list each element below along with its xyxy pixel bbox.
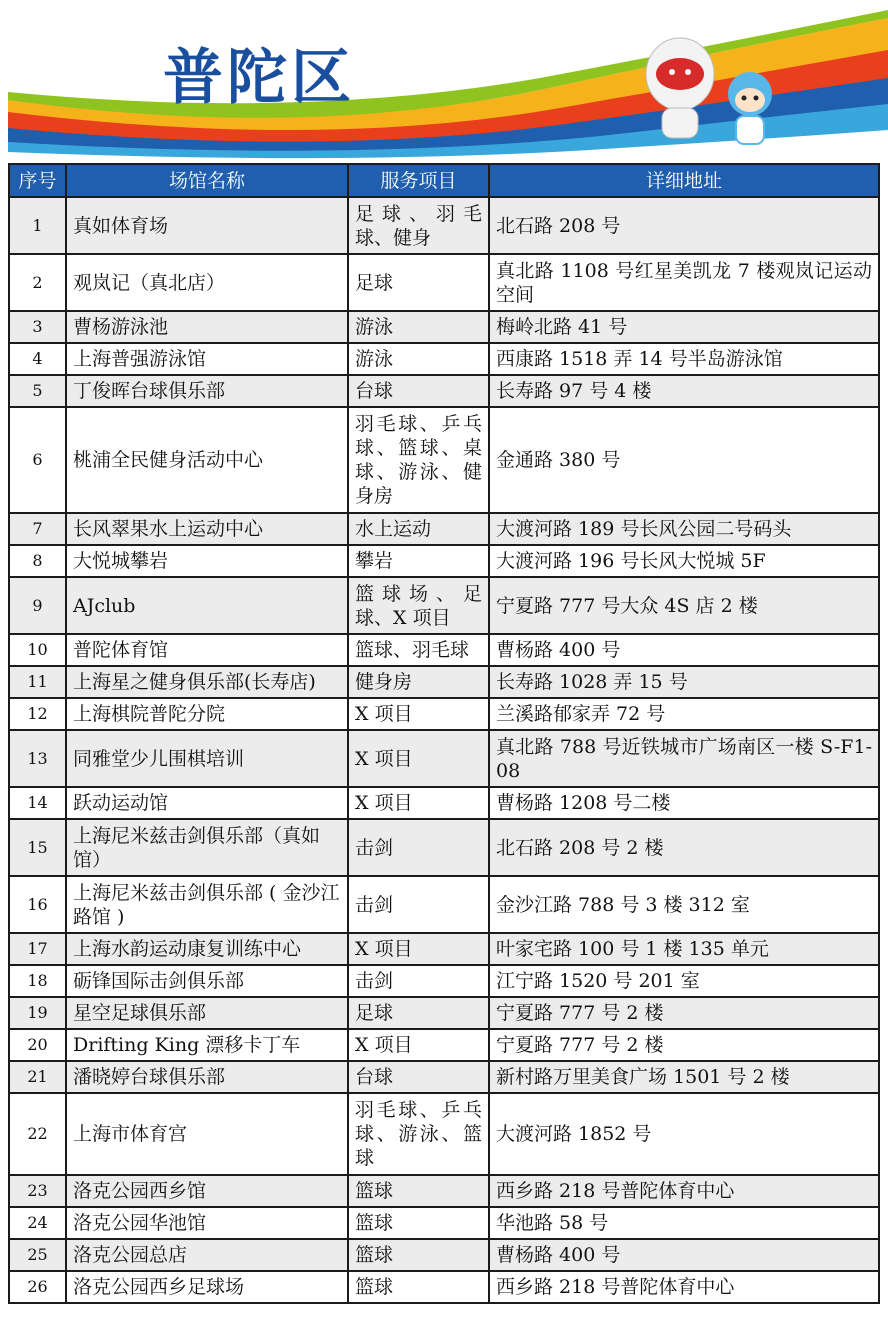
venue-name: 上海普强游泳馆 [66,343,348,375]
service-items: 篮球 [348,1271,489,1303]
row-number: 3 [9,311,66,343]
venue-address: 宁夏路 777 号 2 楼 [489,1029,879,1061]
service-items: 台球 [348,1061,489,1093]
venue-name: 洛克公园总店 [66,1239,348,1271]
row-number: 26 [9,1271,66,1303]
row-number: 10 [9,634,66,666]
venue-name: 上海尼米兹击剑俱乐部（真如馆） [66,819,348,876]
table-row [9,965,879,997]
table-row [9,1207,879,1239]
row-number: 4 [9,343,66,375]
service-items: 足球 [348,254,489,311]
row-number: 7 [9,513,66,545]
row-number: 2 [9,254,66,311]
page-title: 普陀区 [163,43,355,113]
row-number: 12 [9,698,66,730]
venue-address: 大渡河路 189 号长风公园二号码头 [489,513,879,545]
row-number: 25 [9,1239,66,1271]
table-row [9,634,879,666]
column-header-service: 服务项目 [348,164,489,197]
service-items: X 项目 [348,933,489,965]
venue-address: 长寿路 97 号 4 楼 [489,375,879,407]
table-row [9,1175,879,1207]
venue-name: 洛克公园西乡馆 [66,1175,348,1207]
venue-address: 曹杨路 1208 号二楼 [489,787,879,819]
row-number: 5 [9,375,66,407]
table-row [9,577,879,634]
table-row [9,730,879,787]
venue-name: 上海市体育宫 [66,1093,348,1175]
venue-address: 曹杨路 400 号 [489,1239,879,1271]
venue-name: 潘晓婷台球俱乐部 [66,1061,348,1093]
venue-name: 上海棋院普陀分院 [66,698,348,730]
venue-address: 西康路 1518 弄 14 号半岛游泳馆 [489,343,879,375]
row-number: 21 [9,1061,66,1093]
service-items: 篮球、羽毛球 [348,634,489,666]
service-items: 击剑 [348,819,489,876]
venue-name: 同雅堂少儿围棋培训 [66,730,348,787]
row-number: 16 [9,876,66,933]
row-number: 20 [9,1029,66,1061]
service-items: 篮球 [348,1207,489,1239]
row-number: 9 [9,577,66,634]
venue-address: 西乡路 218 号普陀体育中心 [489,1271,879,1303]
venue-address: 大渡河路 196 号长风大悦城 5F [489,545,879,577]
service-items: 击剑 [348,965,489,997]
venue-address: 宁夏路 777 号 2 楼 [489,997,879,1029]
column-header-number: 序号 [9,164,66,197]
venue-name: AJclub [66,577,348,634]
service-items: 游泳 [348,343,489,375]
venue-name: 真如体育场 [66,197,348,254]
row-number: 14 [9,787,66,819]
venue-name: 上海水韵运动康复训练中心 [66,933,348,965]
venue-name: 观岚记（真北店） [66,254,348,311]
column-header-venue: 场馆名称 [66,164,348,197]
service-items: 游泳 [348,311,489,343]
venue-address: 北石路 208 号 2 楼 [489,819,879,876]
table-row [9,933,879,965]
service-items: X 项目 [348,730,489,787]
table-row [9,1093,879,1175]
venue-name: 普陀体育馆 [66,634,348,666]
table-row [9,375,879,407]
table-row [9,343,879,375]
row-number: 6 [9,407,66,513]
service-items: 水上运动 [348,513,489,545]
venue-name: 星空足球俱乐部 [66,997,348,1029]
table-row [9,311,879,343]
table-row [9,1029,879,1061]
service-items: 足球 [348,997,489,1029]
venue-address: 大渡河路 1852 号 [489,1093,879,1175]
row-number: 18 [9,965,66,997]
venue-address: 长寿路 1028 弄 15 号 [489,666,879,698]
table-row [9,666,879,698]
row-number: 19 [9,997,66,1029]
header-banner [0,0,888,162]
venue-address: 真北路 1108 号红星美凯龙 7 楼观岚记运动空间 [489,254,879,311]
service-items: 攀岩 [348,545,489,577]
venue-name: 上海尼米兹击剑俱乐部 ( 金沙江路馆 ) [66,876,348,933]
venue-table [8,163,880,1304]
row-number: 8 [9,545,66,577]
row-number: 13 [9,730,66,787]
venue-name: 长风翠果水上运动中心 [66,513,348,545]
service-items: 羽毛球、乒乓球、游泳、篮球 [348,1093,489,1175]
row-number: 15 [9,819,66,876]
venue-name: Drifting King 漂移卡丁车 [66,1029,348,1061]
venue-name: 丁俊晖台球俱乐部 [66,375,348,407]
venue-address: 西乡路 218 号普陀体育中心 [489,1175,879,1207]
venue-address: 北石路 208 号 [489,197,879,254]
venue-address: 江宁路 1520 号 201 室 [489,965,879,997]
table-row [9,698,879,730]
venue-address: 梅岭北路 41 号 [489,311,879,343]
service-items: 篮球 [348,1239,489,1271]
venue-name: 大悦城攀岩 [66,545,348,577]
row-number: 24 [9,1207,66,1239]
venue-address: 兰溪路郁家弄 72 号 [489,698,879,730]
table-row [9,545,879,577]
service-items: 击剑 [348,876,489,933]
venue-address: 真北路 788 号近铁城市广场南区一楼 S-F1-08 [489,730,879,787]
venue-address: 叶家宅路 100 号 1 楼 135 单元 [489,933,879,965]
venue-address: 宁夏路 777 号大众 4S 店 2 楼 [489,577,879,634]
venue-name: 上海星之健身俱乐部(长寿店) [66,666,348,698]
table-row [9,513,879,545]
venue-name: 曹杨游泳池 [66,311,348,343]
venue-address: 新村路万里美食广场 1501 号 2 楼 [489,1061,879,1093]
venue-name: 桃浦全民健身活动中心 [66,407,348,513]
venue-name: 砺锋国际击剑俱乐部 [66,965,348,997]
table-header-row [9,164,879,197]
row-number: 11 [9,666,66,698]
venue-name: 洛克公园华池馆 [66,1207,348,1239]
row-number: 17 [9,933,66,965]
row-number: 23 [9,1175,66,1207]
venue-address: 曹杨路 400 号 [489,634,879,666]
venue-address: 金通路 380 号 [489,407,879,513]
venue-address: 华池路 58 号 [489,1207,879,1239]
service-items: 台球 [348,375,489,407]
table-row [9,197,879,254]
service-items: X 项目 [348,1029,489,1061]
mascot-illustration [628,12,828,162]
service-items: 羽毛球、乒乓球、篮球、桌球、游泳、健身房 [348,407,489,513]
venue-address: 金沙江路 788 号 3 楼 312 室 [489,876,879,933]
venue-name: 洛克公园西乡足球场 [66,1271,348,1303]
service-items: X 项目 [348,698,489,730]
table-row [9,1271,879,1303]
row-number: 1 [9,197,66,254]
row-number: 22 [9,1093,66,1175]
table-row [9,1239,879,1271]
table-row [9,254,879,311]
service-items: 健身房 [348,666,489,698]
table-row [9,876,879,933]
service-items: 篮球 [348,1175,489,1207]
venue-name: 跃动运动馆 [66,787,348,819]
table-row [9,819,879,876]
service-items: 篮球场、足球、X 项目 [348,577,489,634]
table-row [9,407,879,513]
service-items: 足球、羽毛球、健身 [348,197,489,254]
service-items: X 项目 [348,787,489,819]
table-row [9,997,879,1029]
column-header-address: 详细地址 [489,164,879,197]
table-row [9,1061,879,1093]
table-row [9,787,879,819]
